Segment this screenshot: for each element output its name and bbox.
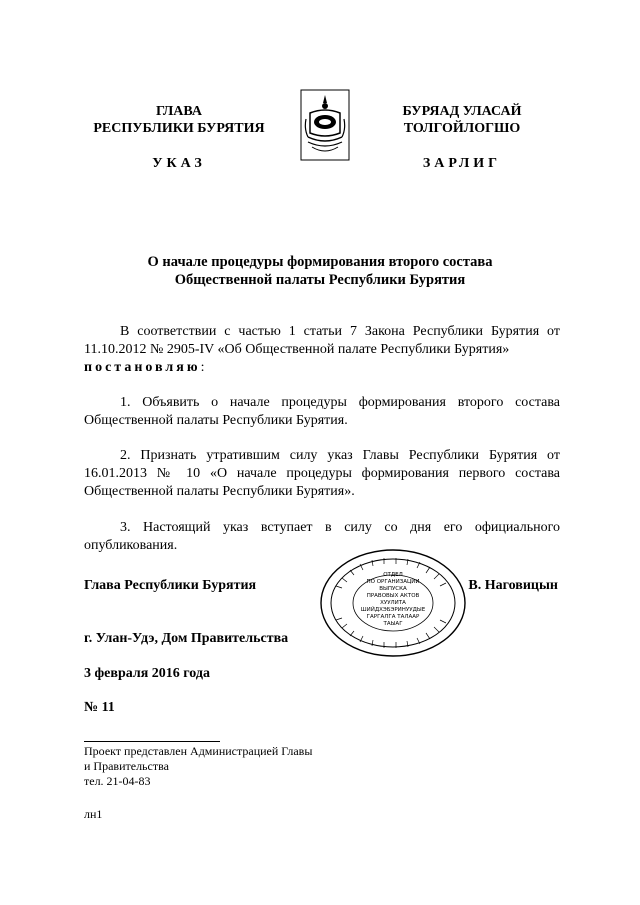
stamp-line: ПРАВОВЫХ АКТОВ — [366, 593, 420, 599]
header-left-line1: ГЛАВА — [156, 104, 202, 119]
signing-place: г. Улан-Удэ, Дом Правительства — [84, 631, 289, 646]
decree-colon: : — [200, 360, 205, 375]
header-left — [84, 103, 274, 172]
footer-divider — [84, 741, 220, 742]
header-right — [372, 103, 552, 172]
stamp-line: ВЫПУСКА — [379, 586, 407, 592]
item-2-paragraph: 2. Признать утратившим силу указ Главы Республики Бурятия от 16.01.2013 № 10 «О начале процедуры формирования первого состава Общественной палаты Республики Бурятия». — [84, 448, 560, 499]
stamp-line: ПО ОРГАНИЗАЦИИ — [366, 579, 420, 585]
stamp-line: ГАРГАЛГА ТАЛААР — [366, 614, 420, 620]
item-1-paragraph: 1. Объявить о начале процедуры формирования второго состава Общественной палаты Республики Бурятия. — [84, 395, 560, 428]
footer-phone: тел. 21-04-83 — [84, 774, 151, 788]
stamp-text — [353, 572, 433, 628]
document-title-line2: Общественной палаты Республики Бурятия — [174, 272, 466, 288]
footer-code: лн1 — [84, 807, 103, 821]
header-right-doc-type: ЗАРЛИГ — [422, 156, 502, 171]
signatory-position: Глава Республики Бурятия — [84, 578, 257, 593]
decree-word: постановляю — [84, 360, 201, 375]
decree-number: № 11 — [84, 700, 115, 715]
stamp-line: ШИЙДХЭБЭРИНУУДЫЕ — [360, 607, 426, 613]
footer-line2: и Правительства — [84, 759, 169, 773]
footer-line1: Проект представлен Администрацией Главы — [84, 744, 313, 758]
preamble-text: В соответствии с частью 1 статьи 7 Закона Республики Бурятия от 11.10.2012 № 2905-IV «Об Общественной палате Республики Бурятия» — [84, 324, 560, 357]
stamp-line: ХУУЛИТА — [380, 600, 406, 606]
signatory-name: В. Наговицын — [468, 578, 558, 593]
coat-of-arms-emblem — [300, 89, 350, 161]
header-left-line2: РЕСПУБЛИКИ БУРЯТИЯ — [93, 121, 265, 136]
item-3-paragraph: 3. Настоящий указ вступает в силу со дня его официального опубликования. — [84, 520, 560, 553]
footer-note — [84, 744, 312, 789]
header-right-line1: БУРЯАД УЛАСАЙ — [402, 104, 522, 119]
header-left-doc-type: УКАЗ — [152, 156, 206, 171]
signing-date: 3 февраля 2016 года — [84, 666, 210, 681]
header-right-line2: ТОЛГОЙЛОГШО — [403, 121, 521, 136]
preamble-paragraph — [84, 323, 560, 377]
document-title-line1: О начале процедуры формирования второго состава — [147, 254, 493, 270]
official-stamp — [318, 548, 468, 658]
document-title — [60, 253, 580, 289]
stamp-line: ОТДЕЛ — [383, 572, 403, 578]
stamp-line: ТАЫАГ — [383, 621, 403, 627]
